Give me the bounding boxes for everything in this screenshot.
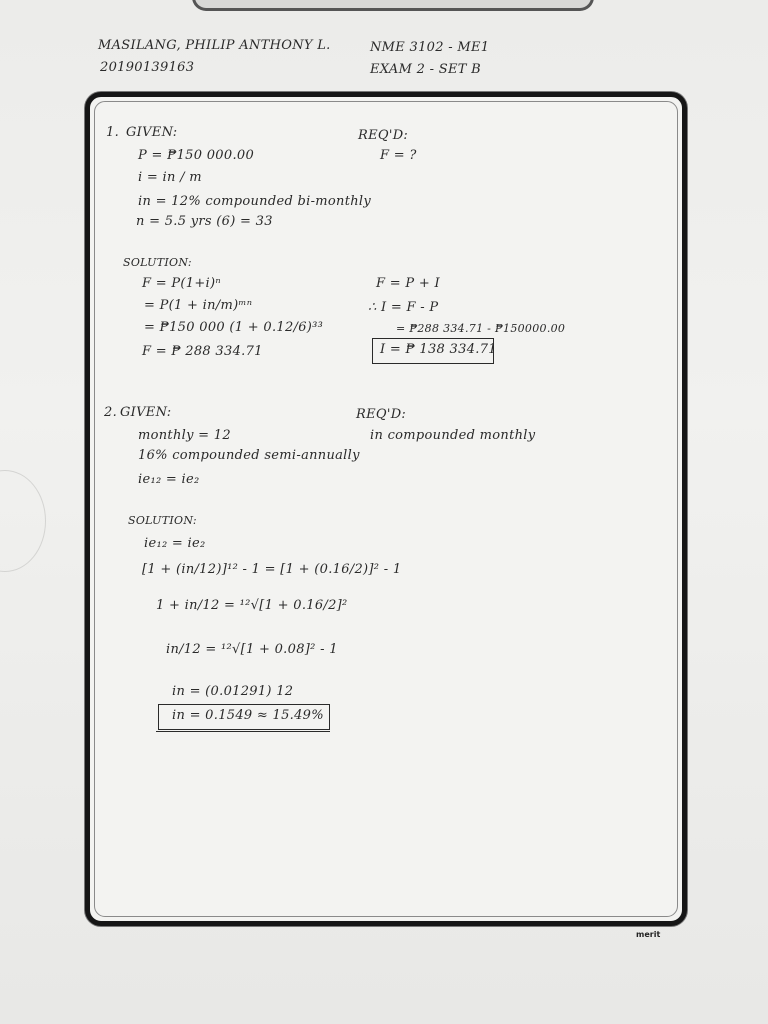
clipboard-clip	[192, 0, 594, 11]
p1-solution-heading: SOLUTION:	[123, 256, 192, 269]
course-code: NME 3102 - ME1	[370, 40, 490, 55]
p2-given-rate: 16% compounded semi-annually	[138, 448, 360, 463]
p1-reqd-heading: REQ'D:	[358, 128, 409, 143]
p1-answer-future-value: F = ₱ 288 334.71	[142, 344, 263, 359]
p2-step-2: [1 + (in/12)]¹² - 1 = [1 + (0.16/2)]² - 1	[142, 562, 402, 577]
p1-step-2: = P(1 + in/m)ᵐⁿ	[144, 298, 253, 313]
p1-given-principal: P = ₱150 000.00	[138, 148, 255, 163]
p2-given-heading: GIVEN:	[120, 405, 172, 420]
p2-reqd-heading: REQ'D:	[356, 407, 407, 422]
p1-right-step-1: F = P + I	[376, 276, 440, 291]
p1-right-step-2: ∴ I = F - P	[368, 300, 439, 315]
p1-required: F = ?	[380, 148, 417, 163]
p1-right-step-3: = ₱288 334.71 - ₱150000.00	[396, 322, 566, 335]
p2-step-1: ie₁₂ = ie₂	[144, 536, 206, 551]
p2-answer-underline	[156, 731, 330, 732]
brand-logo: merit	[636, 930, 661, 939]
p2-solution-heading: SOLUTION:	[128, 514, 197, 527]
p2-step-5: in = (0.01291) 12	[172, 684, 294, 699]
p1-given-periods: n = 5.5 yrs (6) = 33	[136, 214, 273, 229]
p2-required: in compounded monthly	[370, 428, 536, 443]
p1-step-1: F = P(1+i)ⁿ	[142, 276, 221, 291]
p1-given-rate-formula: i = in / m	[138, 170, 202, 185]
student-id: 20190139163	[100, 60, 195, 75]
p1-given-nominal-rate: in = 12% compounded bi-monthly	[138, 194, 372, 209]
p2-step-3: 1 + in/12 = ¹²√[1 + 0.16/2]²	[156, 598, 348, 613]
p1-step-3: = ₱150 000 (1 + 0.12/6)³³	[144, 320, 324, 335]
student-name: MASILANG, PHILIP ANTHONY L.	[98, 38, 331, 53]
show-through-mark	[0, 470, 46, 572]
p1-number: 1.	[106, 125, 120, 140]
p2-given-equivalence: ie₁₂ = ie₂	[138, 472, 200, 487]
p2-given-monthly: monthly = 12	[138, 428, 231, 443]
p2-answer-rate: in = 0.1549 ≈ 15.49%	[172, 708, 324, 723]
p1-answer-interest: I = ₱ 138 334.71	[380, 342, 497, 357]
exam-title: EXAM 2 - SET B	[370, 62, 481, 77]
p2-step-4: in/12 = ¹²√[1 + 0.08]² - 1	[166, 642, 338, 657]
p2-number: 2.	[104, 405, 118, 420]
p1-given-heading: GIVEN:	[126, 125, 178, 140]
